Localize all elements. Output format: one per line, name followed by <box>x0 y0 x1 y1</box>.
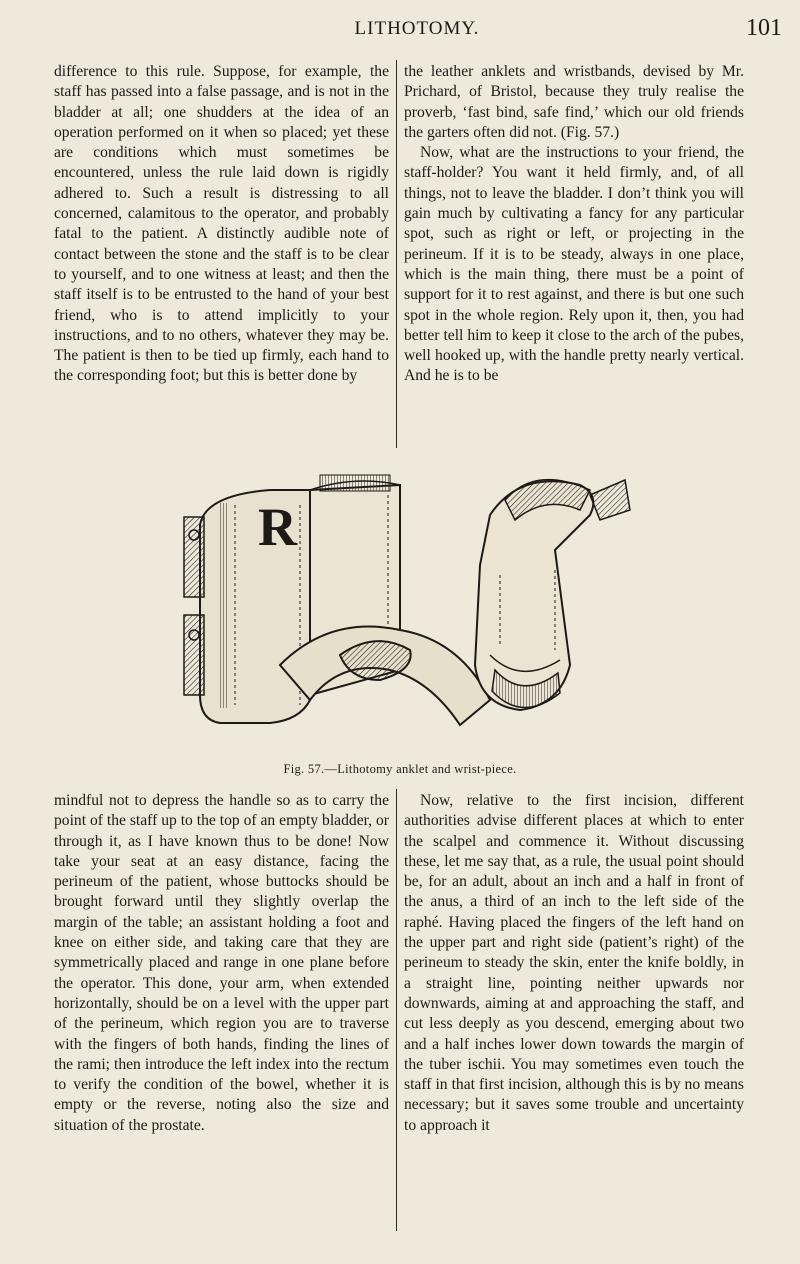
figure-letter: R <box>258 497 297 557</box>
top-right-paragraph-2: Now, what are the instructions to your friend, the staff-holder? You want it held firmly, and, of all things, not to leave the bladder. I don’t think you will gain much by cultivating a fancy for any particular spot, such as right or left, or projecting in the perineum. If it is to be steady, always in one place, which is the main thing, there must be a point of support for it to rest against, and there is but one such spot in the whole region. Rely upon it, then, you had better tell him to keep it close to the arch of the pubes, well hooked up, with the handle pretty nearly vertical. And he is to be <box>404 144 744 385</box>
figure-caption: Fig. 57.—Lithotomy anklet and wrist-piece. <box>283 762 517 776</box>
figure-57-illustration <box>160 455 650 755</box>
wrist-piece <box>475 480 630 710</box>
anklet-wristpiece-drawing <box>160 455 650 755</box>
bottom-left-paragraph: mindful not to depress the handle so as to carry the point of the staff up to the top of an empty bladder, or through it, as I have known thus to be done! Now take your seat at an easy distance, facing the perineum of the patient, whose buttocks should be brought forward until they slightly overlap the margin of the table; an assistant holding a foot and knee on either side, and taking care that they are symmetrically placed and range in one plane before the operator. This done, your arm, when extended horizontally, should be on a level with the upper part of the perineum, which region you are to traverse with the fingers of both hands, finding the lines of the rami; then introduce the left index into the rectum to verify the condition of the bowel, whether it is empty or the reverse, noting also the size and situation of the prostate. <box>54 792 389 1134</box>
top-left-paragraph: difference to this rule. Suppose, for example, the staff has passed into a false passage, and is not in the bladder at all; one shudders at the idea of an operation performed on it when so placed; yet these are conditions which must sometimes be encountered, unless the rule laid down is rigidly adhered to. Such a result is distressing to all concerned, calamitous to the operator, and probably fatal to the patient. A distinctly audible note of contact between the stone and the staff is to be clear to yourself, and to one witness at least; and then the staff itself is to be entrusted to the hand of your best friend, who is to attend implicitly to your instructions, and to no others, whatever they may be. The patient is then to be tied up firmly, each hand to the corresponding foot; but this is better done by <box>54 63 389 385</box>
column-divider-top <box>396 60 397 448</box>
page-header <box>52 15 782 48</box>
column-divider-bottom <box>396 789 397 1231</box>
bottom-right-column <box>404 791 744 1231</box>
page-number: 101 <box>746 15 782 41</box>
bottom-left-column <box>54 791 389 1231</box>
bottom-right-paragraph: Now, relative to the first incision, different authorities advise different places at which to enter the scalpel and commence it. Without discussing these, let me say that, as a rule, the usual point should be, for an adult, about an inch and a half in front of the anus, a third of an inch to the left side of the raphé. Having placed the fingers of the left hand on the upper part and right side (patient’s right) of the perineum to steady the skin, enter the knife boldly, in a straight line, pointing neither upwards nor downwards, aiming at and approaching the staff, and cut less deeply as you descend, emerging about two and a half inches lower down towards the margin of the tuber ischii. You may sometimes even touch the staff in that first incision, although this is by no means necessary; but it saves some trouble and uncertainty to approach it <box>404 792 744 1134</box>
top-right-paragraph-1: the leather anklets and wristbands, devised by Mr. Prichard, of Bristol, because they truly realise the proverb, ‘fast bind, safe find,’ which our old friends the garters often did not. (Fig. 57.) <box>404 63 744 141</box>
top-left-column <box>54 62 389 446</box>
top-right-column <box>404 62 744 446</box>
anklet <box>184 475 490 725</box>
running-title: LITHOTOMY. <box>354 18 480 39</box>
